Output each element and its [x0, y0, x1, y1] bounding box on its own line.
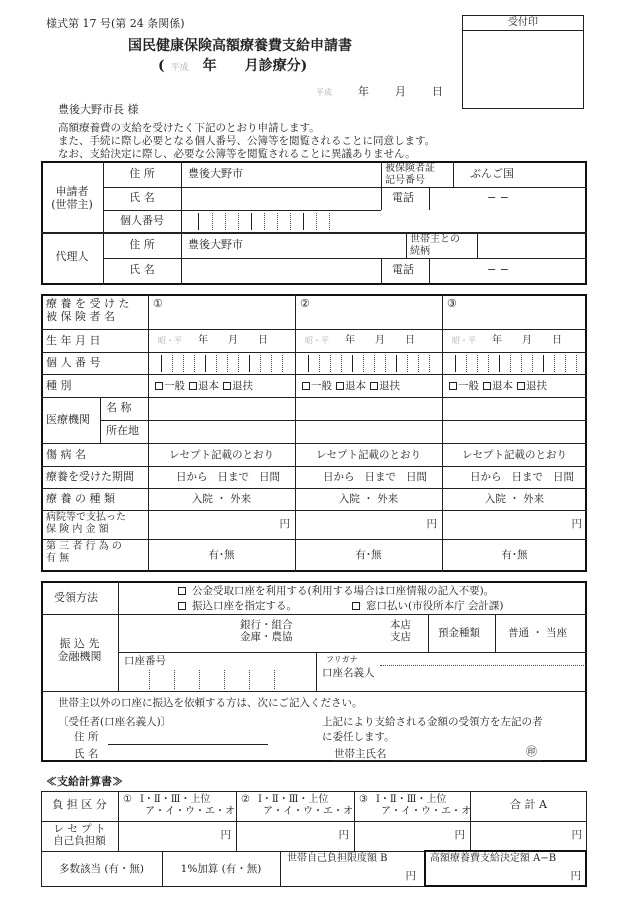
- intro-line-3: なお、支給決定に際し、必要な公簿等を閲覧されることに異議ありません。: [58, 148, 416, 160]
- delegate-address-field[interactable]: [108, 729, 268, 745]
- applicant-mynumber-label: 個人番号: [120, 214, 164, 227]
- patient-3-number: ③: [447, 297, 457, 310]
- patient-1-care-type[interactable]: 入院 ・ 外来: [191, 493, 252, 505]
- disease-label: 傷 病 名: [46, 448, 86, 461]
- application-date[interactable]: 平成 年 月 日: [316, 85, 443, 98]
- option-transfer-account[interactable]: 振込口座を指定する。: [178, 600, 297, 612]
- account-holder-field[interactable]: [380, 653, 586, 690]
- agent-address-label: 住 所: [129, 238, 155, 251]
- patient-3-birthdate[interactable]: 昭・平 年 月 日: [452, 335, 562, 346]
- agent-address-field[interactable]: 豊後大野市: [188, 238, 243, 251]
- delegation-note: 世帯主以外の口座に振込を依頼する方は、次にご記入ください。: [58, 697, 363, 709]
- patient-2-disease: レセプト記載のとおり: [316, 449, 421, 461]
- multiple-applicable[interactable]: 多数該当 (有・無): [58, 863, 145, 875]
- patient-1-institution-address[interactable]: [149, 421, 295, 443]
- patient-1-third-party[interactable]: 有･無: [208, 549, 235, 561]
- insured-number-label: 被保険者証 記号番号: [385, 163, 435, 186]
- patient-1-number: ①: [153, 297, 163, 310]
- agent-label: 代理人: [55, 250, 89, 263]
- type-label: 種 別: [46, 379, 72, 392]
- patient-2-care-type[interactable]: 入院 ・ 外来: [338, 493, 399, 505]
- patient-2-institution-name[interactable]: [296, 398, 442, 420]
- third-party-label: 第 三 者 行 為 の 有 無: [46, 541, 122, 564]
- deposit-type-label: 預金種類: [438, 627, 480, 639]
- patient-3-institution-name[interactable]: [443, 398, 586, 420]
- period-label: 療養を受けた期間: [46, 470, 134, 483]
- patient-2-name-field[interactable]: [296, 316, 441, 329]
- patient-3-disease: レセプト記載のとおり: [462, 449, 567, 461]
- option-counter-payment[interactable]: 窓口払い(市役所本庁 会計課): [352, 600, 504, 612]
- total-a-label: 合 計 A: [510, 798, 547, 811]
- bank-label: 振 込 先 金融機関: [57, 637, 102, 663]
- care-type-label: 療 養 の 種 類: [46, 492, 115, 505]
- patient-3-third-party[interactable]: 有･無: [501, 549, 528, 561]
- patient-1-institution-name[interactable]: [149, 398, 295, 420]
- account-holder-ruby: フリガナ: [326, 655, 358, 664]
- applicant-name-label: 氏 名: [129, 191, 155, 204]
- patient-1-disease: レセプト記載のとおり: [169, 449, 274, 461]
- patient-2-type[interactable]: 一般 退本 退扶: [302, 380, 400, 392]
- patient-1-birthdate[interactable]: 昭・平 年 月 日: [158, 335, 268, 346]
- account-number-boxes[interactable]: [119, 668, 315, 690]
- birthdate-label: 生 年 月 日: [46, 334, 101, 347]
- patient-1-type[interactable]: 一般 退本 退扶: [155, 380, 253, 392]
- account-holder-label: 口座名義人: [322, 667, 375, 679]
- applicant-label: 申請者 (世帯主): [51, 185, 93, 211]
- patient-1-mynumber-boxes[interactable]: [149, 353, 295, 374]
- delegate-address-label: 住 所: [74, 731, 99, 743]
- patient-name-label: 療 養 を 受 け た 被 保 険 者 名: [46, 297, 130, 323]
- patient-3-mynumber-boxes[interactable]: [443, 353, 586, 374]
- one-percent-addition[interactable]: 1%加算 (有・無): [180, 863, 262, 875]
- calc-title: ≪支給計算書≫: [46, 775, 123, 788]
- patient-3-type[interactable]: 一般 退本 退扶: [449, 380, 547, 392]
- branch-type[interactable]: 本店 支店: [390, 619, 411, 644]
- patient-2-institution-address[interactable]: [296, 421, 442, 443]
- reception-stamp-label: 受付印: [508, 17, 538, 28]
- applicant-address-field[interactable]: 豊後大野市: [188, 167, 243, 180]
- agent-name-field[interactable]: [182, 259, 380, 284]
- receipt-amount-3[interactable]: 円: [454, 829, 465, 841]
- agent-name-label: 氏 名: [129, 263, 155, 276]
- patient-2-number: ②: [300, 297, 310, 310]
- receipt-amount-1[interactable]: 円: [220, 829, 231, 841]
- delegation-text-1: 上記により支給される金額の受領方を左記の者: [322, 716, 543, 728]
- intro-line-2: また、手続に際し必要となる個人番号、公簿等を閲覧されることに同意します。: [58, 135, 436, 147]
- institution-address-label: 所在地: [106, 424, 139, 437]
- patient-2-birthdate[interactable]: 昭・平 年 月 日: [305, 335, 415, 346]
- decision-amount-value[interactable]: 円: [570, 870, 581, 882]
- form-subtitle: ( 平成 年 月診療分): [158, 58, 308, 74]
- account-number-label: 口座番号: [124, 655, 166, 667]
- agent-phone-label: 電話: [392, 263, 414, 276]
- burden-label: 負 担 区 分: [52, 798, 107, 811]
- paid-amount-label: 病院等で支払った 保 険 内 金 額: [46, 512, 126, 535]
- householder-name-field[interactable]: [334, 746, 542, 761]
- delegate-name-field[interactable]: [108, 746, 268, 761]
- patient-2-mynumber-boxes[interactable]: [296, 353, 442, 374]
- addressee: 豊後大野市長 様: [58, 103, 139, 116]
- form-number: 様式第 17 号(第 24 条関係): [46, 17, 185, 30]
- patient-1-period[interactable]: 日から 日まで 日間: [176, 471, 280, 483]
- patient-3-name-field[interactable]: [443, 316, 586, 329]
- delegation-text-2: に委任します。: [322, 731, 395, 743]
- form-title: 国民健康保険高額療養費支給申請書: [128, 38, 352, 54]
- patient-3-period[interactable]: 日から 日まで 日間: [470, 471, 574, 483]
- receipt-burden-label: レ セ プ ト 自己負担額: [53, 823, 106, 848]
- institution-name-label: 名 称: [106, 401, 132, 414]
- bank-type[interactable]: 銀行・組合 金庫・農協: [240, 619, 293, 644]
- patient-1-paid-amount[interactable]: 円: [279, 518, 290, 530]
- option-public-account[interactable]: 公金受取口座を利用する(利用する場合は口座情報の記入不要)。: [178, 585, 494, 597]
- decision-amount-label: 高額療養費支給決定額 A−B: [430, 853, 557, 864]
- patient-1-name-field[interactable]: [149, 316, 294, 329]
- agent-relation-field[interactable]: [478, 233, 586, 257]
- deposit-type-value[interactable]: 普通 ・ 当座: [508, 627, 568, 639]
- receive-method-label: 受領方法: [54, 591, 98, 604]
- patient-3-institution-address[interactable]: [443, 421, 586, 443]
- burden-col-1[interactable]: ① Ⅰ・Ⅱ・Ⅲ・上位 ア・イ・ウ・エ・オ: [123, 794, 235, 817]
- patient-2-third-party[interactable]: 有･無: [355, 549, 382, 561]
- applicant-phone-label: 電話: [392, 191, 414, 204]
- applicant-phone-field[interactable]: − −: [487, 191, 509, 204]
- burden-col-3[interactable]: ③ Ⅰ・Ⅱ・Ⅲ・上位 ア・イ・ウ・エ・オ: [359, 794, 471, 817]
- institution-label: 医療機関: [46, 413, 90, 426]
- delegate-title: 〔受任者(口座名義人)〕: [58, 716, 172, 728]
- household-limit-label: 世帯自己負担限度額 B: [287, 853, 388, 864]
- applicant-mynumber-boxes[interactable]: [182, 211, 342, 232]
- applicant-address-label: 住 所: [129, 167, 155, 180]
- agent-phone-field[interactable]: − −: [487, 263, 509, 276]
- patient-2-paid-amount[interactable]: 円: [426, 518, 437, 530]
- burden-col-2[interactable]: ② Ⅰ・Ⅱ・Ⅲ・上位 ア・イ・ウ・エ・オ: [241, 794, 353, 817]
- applicant-name-field[interactable]: [182, 188, 380, 209]
- householder-name-label: 世帯主氏名: [334, 748, 387, 760]
- receipt-amount-total[interactable]: 円: [571, 829, 582, 841]
- patient-3-care-type[interactable]: 入院 ・ 外来: [484, 493, 545, 505]
- intro-line-1: 高額療養費の支給を受けたく下記のとおり申請します。: [58, 122, 320, 134]
- receipt-amount-2[interactable]: 円: [338, 829, 349, 841]
- patient-3-paid-amount[interactable]: 円: [571, 518, 582, 530]
- seal-mark: ㊞: [526, 745, 537, 758]
- mynumber-label: 個 人 番 号: [46, 356, 101, 369]
- agent-relation-label: 世帯主との 続柄: [410, 234, 460, 257]
- insured-number-field[interactable]: ぶんご国: [470, 167, 514, 180]
- household-limit-amount[interactable]: 円: [405, 870, 416, 882]
- patient-2-period[interactable]: 日から 日まで 日間: [323, 471, 427, 483]
- delegate-name-label: 氏 名: [74, 748, 99, 760]
